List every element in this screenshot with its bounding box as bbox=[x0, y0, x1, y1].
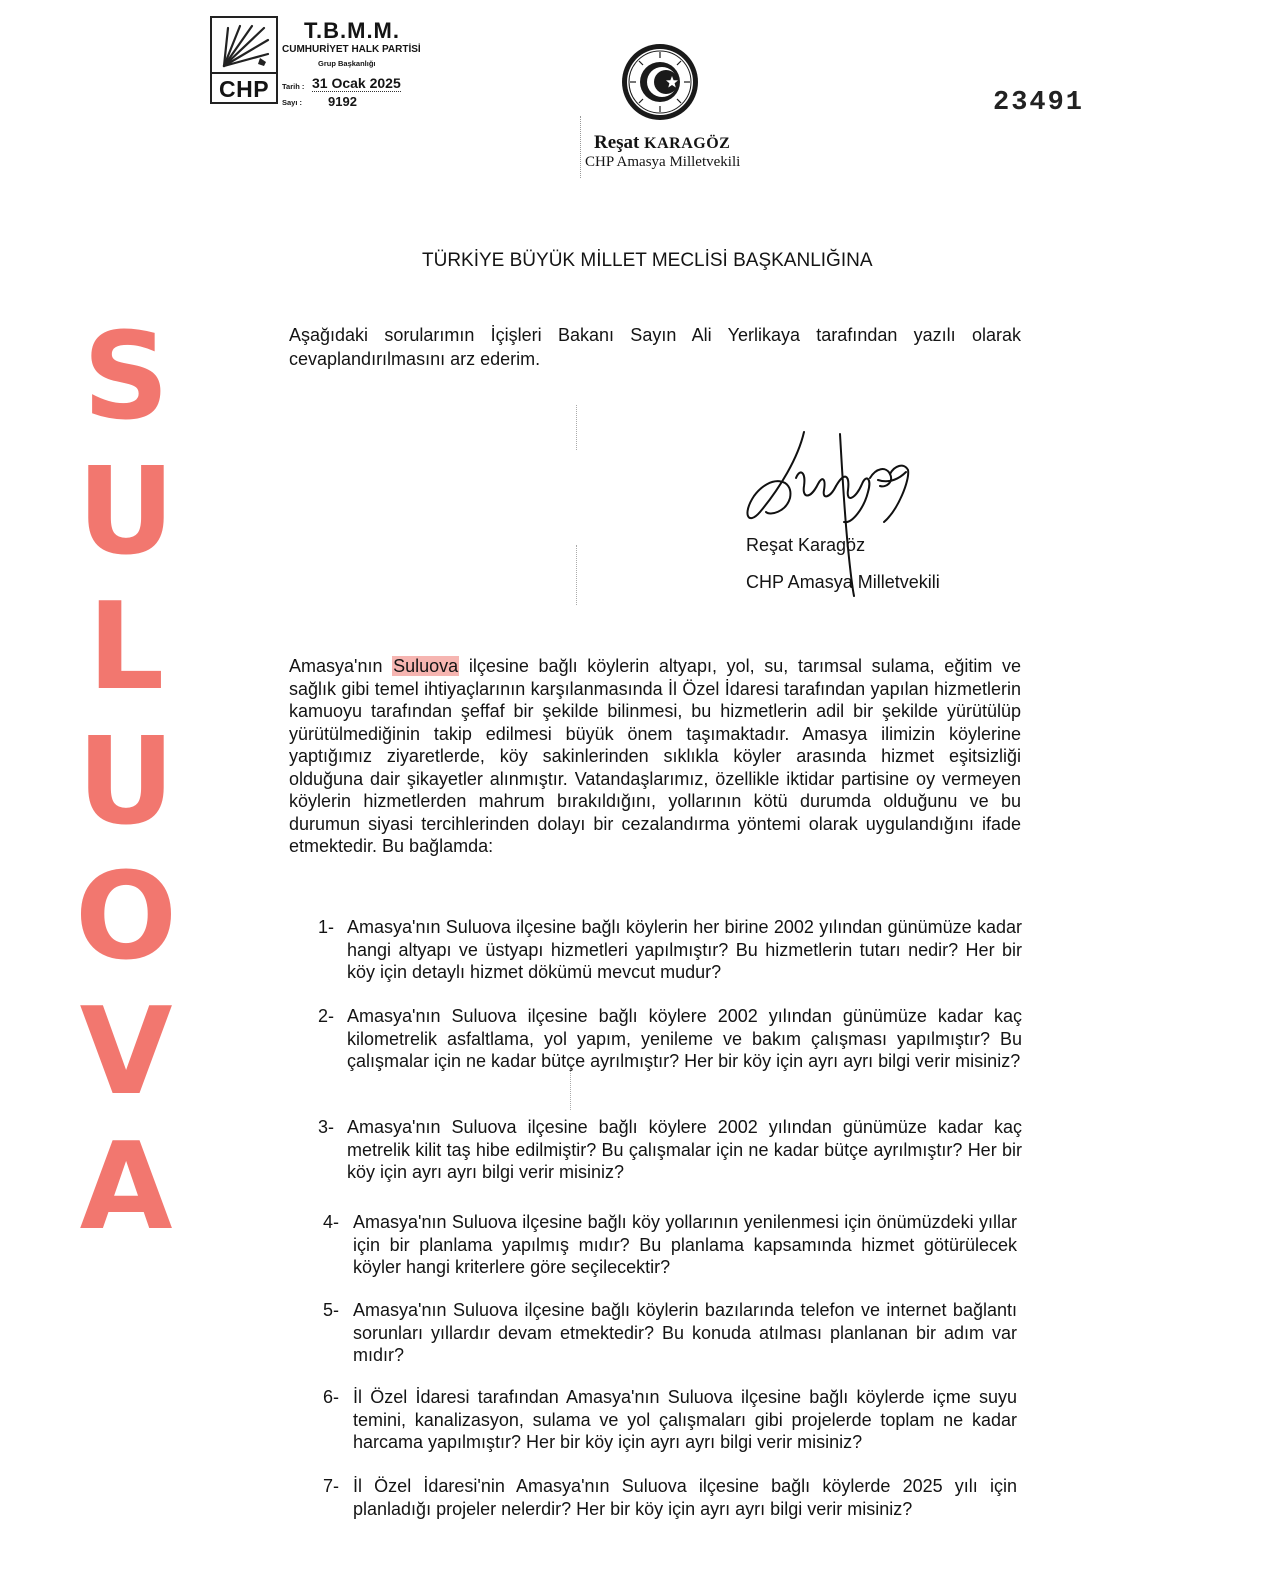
stamp-group: Grup Başkanlığı bbox=[318, 59, 376, 68]
mp-first-name: Reşat bbox=[594, 132, 640, 153]
chp-logo-text: CHP bbox=[218, 76, 270, 102]
document-number: 23491 bbox=[993, 88, 1085, 118]
stamp-date: 31 Ocak 2025 bbox=[312, 75, 401, 91]
watermark-letter: L bbox=[87, 578, 165, 717]
question-item bbox=[318, 1005, 1022, 1073]
question-number: 7- bbox=[323, 1476, 340, 1496]
highlighted-suluova: Suluova bbox=[393, 656, 459, 676]
stamp-org: T.B.M.M. bbox=[304, 18, 400, 43]
question-text: Amasya'nın Suluova ilçesine bağlı köylere 2002 yılından günümüze kadar kaç metrelik kilit taş hibe edilmiştir? Bu çalışmalar için ne kadar bütçe ayrılmıştır? Her bir köy için ayrı ayrı bilgi verir misiniz? bbox=[347, 1117, 1022, 1182]
addressee: TÜRKİYE BÜYÜK MİLLET MECLİSİ BAŞKANLIĞINA bbox=[422, 250, 873, 271]
watermark-letter: U bbox=[77, 443, 175, 582]
question-item bbox=[323, 1475, 1017, 1520]
registration-stamp bbox=[210, 16, 430, 108]
question-text: İl Özel İdaresi'nin Amasya'nın Suluova ilçesine bağlı köylerde 2025 yılı için planladığı projeler nelerdir? Her bir köy için ayrı ayrı bilgi verir misiniz? bbox=[353, 1476, 1017, 1519]
stamp-date-label: Tarih : bbox=[282, 82, 305, 91]
question-number: 5- bbox=[323, 1300, 340, 1320]
signatory-title: CHP Amasya Milletvekili bbox=[746, 572, 940, 592]
stamp-number-label: Sayı : bbox=[282, 98, 303, 107]
question-text: Amasya'nın Suluova ilçesine bağlı köylere 2002 yılından günümüze kadar kaç kilometrelik asfaltlama, yol yapım, yenileme ve bakım çalışması yapılmıştır? Bu çalışmalar için ne kadar bütçe ayrılmıştır? Her bir köy için ayrı ayrı bilgi verir misiniz? bbox=[347, 1006, 1022, 1071]
chp-arrows-icon bbox=[214, 20, 274, 72]
question-number: 1- bbox=[318, 917, 335, 937]
question-item bbox=[323, 1211, 1017, 1279]
mp-title: CHP Amasya Milletvekili bbox=[585, 154, 741, 170]
chp-logo bbox=[210, 16, 278, 104]
watermark-letter: S bbox=[82, 308, 170, 447]
question-text: Amasya'nın Suluova ilçesine bağlı köylerin bazılarında telefon ve internet bağlantı sorunları yıllardır devam etmektedir? Bu konuda atılması planlanan bir adım var mıdır? bbox=[353, 1300, 1017, 1365]
question-item bbox=[318, 1116, 1022, 1184]
stamp-number: 9192 bbox=[328, 94, 357, 109]
question-item bbox=[323, 1386, 1017, 1454]
question-number: 4- bbox=[323, 1212, 340, 1232]
question-number: 3- bbox=[318, 1117, 335, 1137]
signatory-name: Reşat Karagöz bbox=[746, 535, 866, 555]
question-text: Amasya'nın Suluova ilçesine bağlı köy yollarının yenilenmesi için önümüzdeki yıllar için bir planlama yapılmış mıdır? Bu planlama kapsamında hizmet götürülecek köyler hangi kriterlere göre seçilecektir? bbox=[353, 1212, 1017, 1277]
watermark-letter: A bbox=[79, 1118, 173, 1257]
intro-paragraph: Aşağıdaki sorularımın İçişleri Bakanı Sayın Ali Yerlikaya tarafından yazılı olarak cevaplandırılmasını arz ederim. bbox=[289, 325, 1021, 369]
question-number: 6- bbox=[323, 1387, 340, 1407]
question-item bbox=[318, 916, 1022, 984]
tbmm-emblem-icon bbox=[620, 42, 700, 122]
question-text: Amasya'nın Suluova ilçesine bağlı köylerin her birine 2002 yılından günümüze kadar hangi altyapı ve üstyapı hizmetleri yapılmıştır? Bu hizmetlerin tutarı nedir? Her bir köy için detaylı hizmet dökümü mevcut mudur? bbox=[347, 917, 1022, 982]
suluova-watermark bbox=[75, 308, 178, 1257]
para-start: Amasya'nın bbox=[289, 656, 393, 676]
question-number: 2- bbox=[318, 1006, 335, 1026]
stamp-party: CUMHURİYET HALK PARTİSİ bbox=[282, 44, 421, 55]
question-text: İl Özel İdaresi tarafından Amasya'nın Suluova ilçesine bağlı köylerde içme suyu temini, kanalizasyon, sulama ve yol çalışmaları gibi projelerde toplam ne kadar harcama yapılmıştır? Her bir köy için ayrı ayrı bilgi verir misiniz? bbox=[353, 1387, 1017, 1452]
watermark-letter: V bbox=[79, 983, 173, 1122]
question-item bbox=[323, 1299, 1017, 1367]
context-paragraph bbox=[289, 655, 1021, 858]
mp-name bbox=[594, 132, 730, 154]
mp-last-name: KARAGÖZ bbox=[644, 135, 731, 152]
watermark-letter: U bbox=[77, 713, 175, 852]
watermark-letter: O bbox=[75, 848, 178, 987]
para-rest: ilçesine bağlı köylerin altyapı, yol, su, tarımsal sulama, eğitim ve sağlık gibi temel ihtiyaçlarının karşılanmasında İl Özel İdaresi tarafından yapılan hizmetlerin kamuoyu tarafından şeffaf bir şekilde bilinmesi, bu hizmetlerin adil bir şekilde yürütülüp yürütülmediğinin takip edilmesi büyük önem taşımaktadır. Amasya ilimizin köylerine yaptığımız ziyaretlerde, köy sakinlerinden sıklıkla köyler arasında hizmet eşitsizliği olduğuna dair şikayetler alınmıştır. Vatandaşlarımız, özellikle iktidar partisine oy vermeyen köylerin hizmetlerden mahrum bırakıldığını, yollarının kötü durumda olduğunu ve bu durumun siyasi tercihlerinden dolayı bir cezalandırma yöntemi olarak uygulandığını ifade etmektedir. Bu bağlamda: bbox=[289, 656, 1021, 856]
